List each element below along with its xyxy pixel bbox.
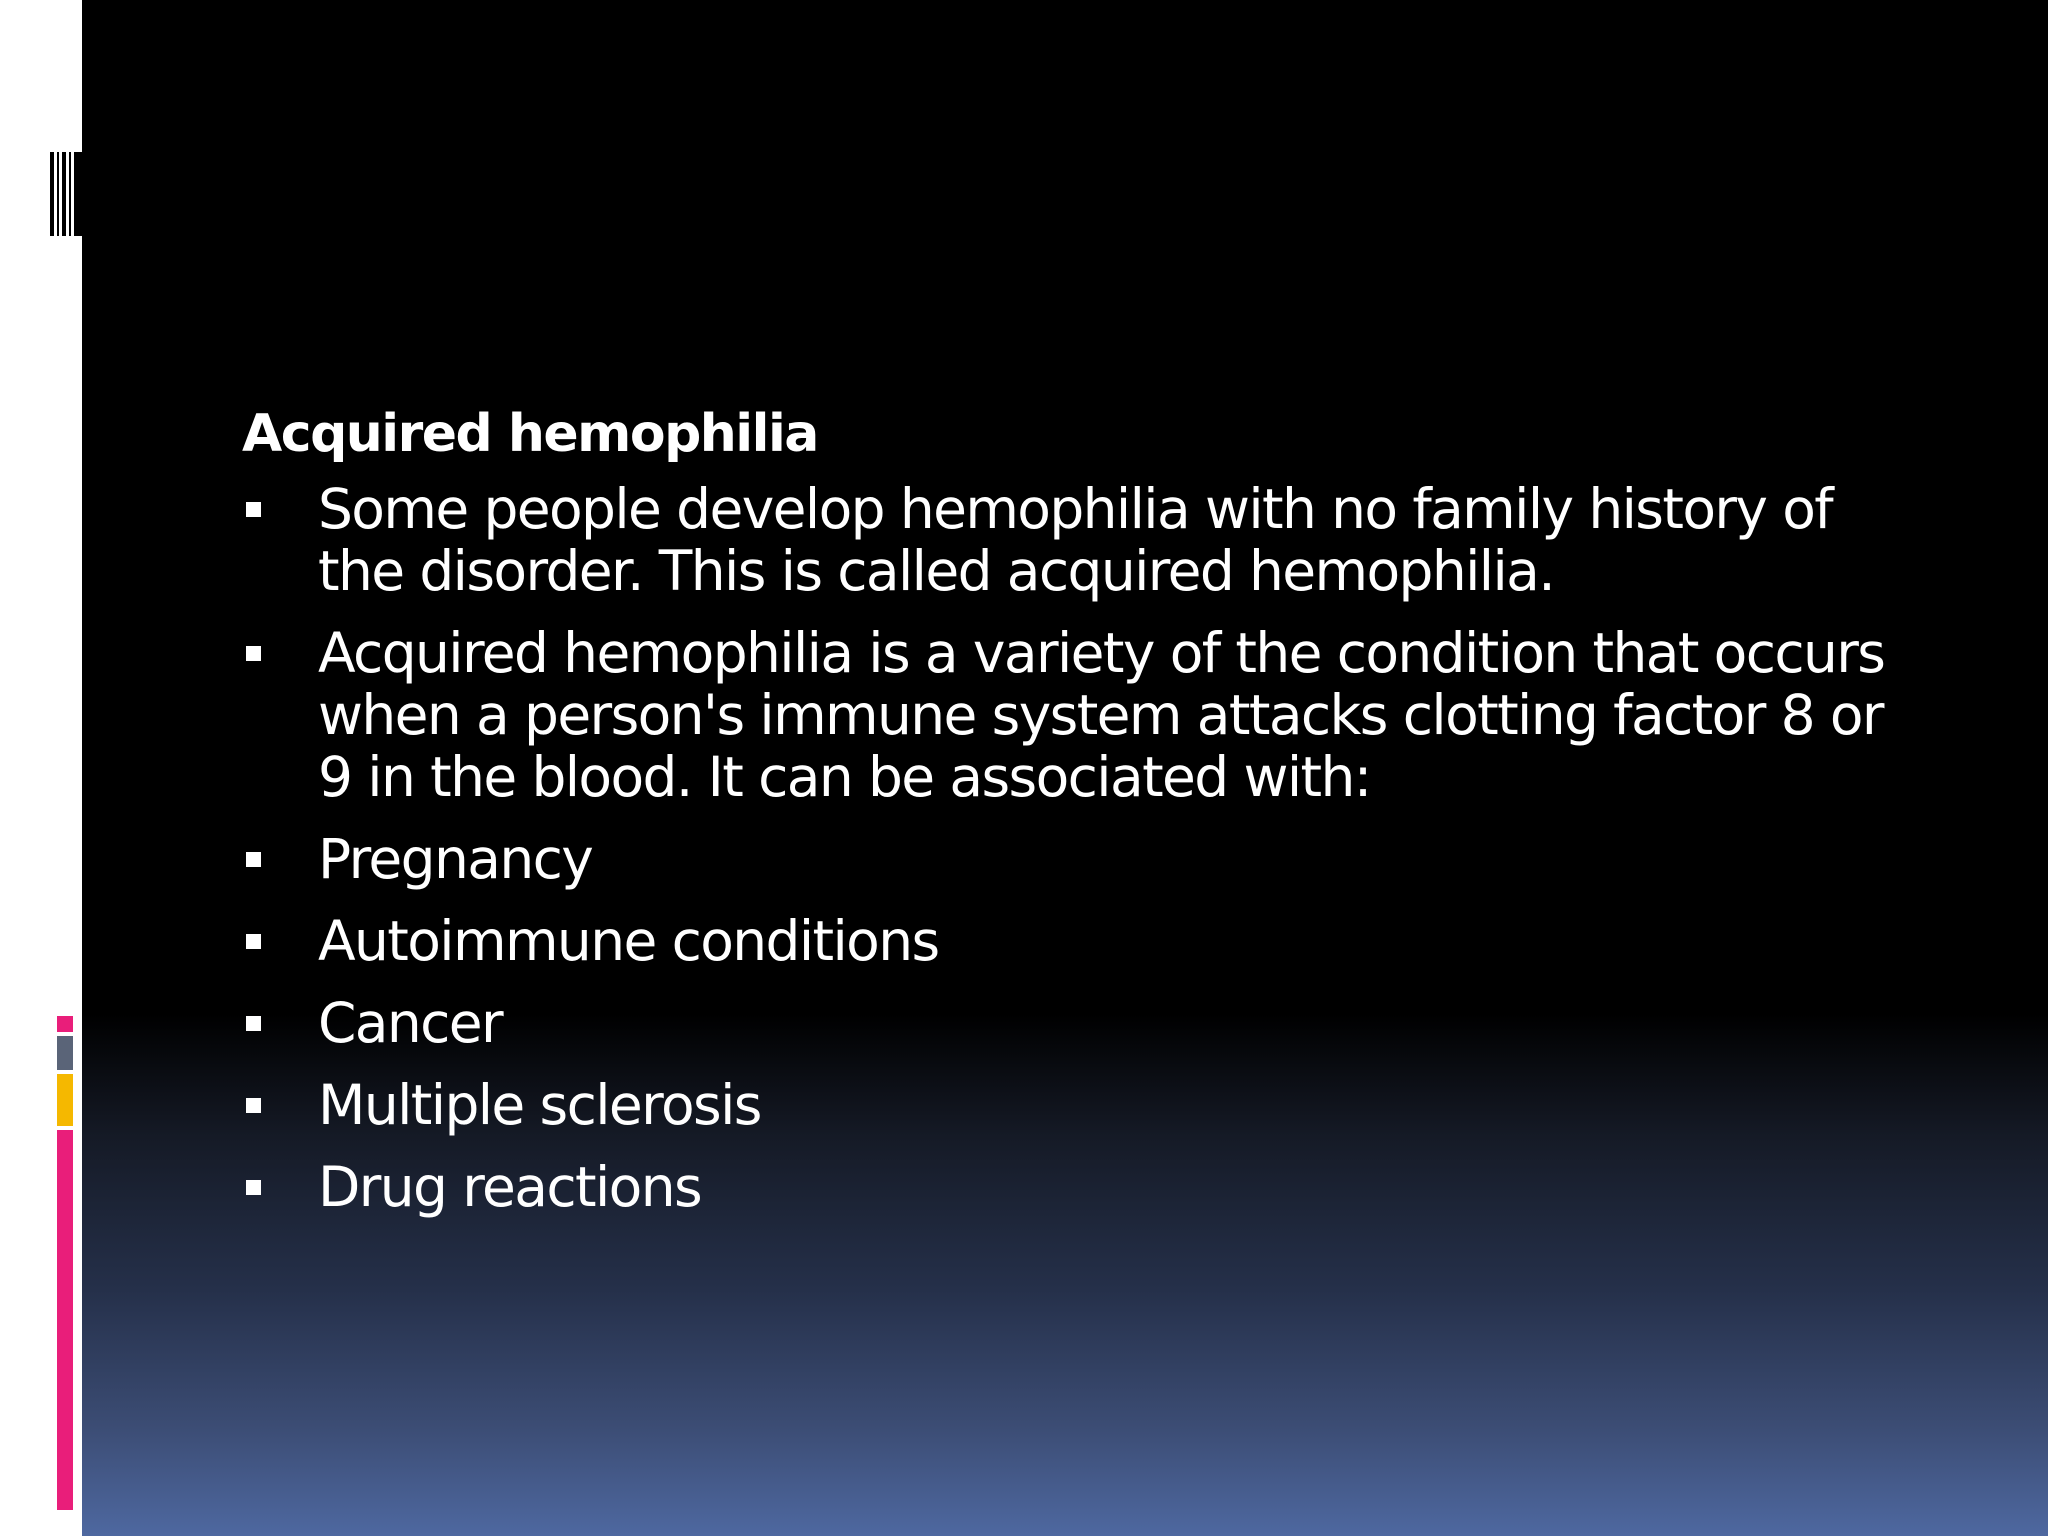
bullet-text: Cancer [318, 991, 503, 1055]
accent-bar-pink-small [57, 1016, 73, 1032]
square-bullet-icon [246, 646, 261, 661]
accent-bar-pink-large [57, 1130, 73, 1510]
square-bullet-icon [246, 852, 261, 867]
list-item [242, 992, 1902, 1054]
list-item [242, 622, 1902, 808]
bullet-text: Some people develop hemophilia with no family history of the disorder. This is called acquired hemophilia. [318, 477, 1833, 603]
bullet-text: Multiple sclerosis [318, 1073, 761, 1137]
bullet-text: Drug reactions [318, 1155, 702, 1219]
list-item [242, 1074, 1902, 1136]
square-bullet-icon [246, 1098, 261, 1113]
slide-content [242, 400, 1902, 1238]
list-item [242, 1156, 1902, 1218]
square-bullet-icon [246, 1180, 261, 1195]
list-item [242, 478, 1902, 602]
accent-bar-gray [57, 1036, 73, 1070]
barcode-decoration [50, 152, 82, 236]
list-item [242, 828, 1902, 890]
bullet-text: Autoimmune conditions [318, 909, 939, 973]
bullet-list [242, 478, 1902, 1218]
bullet-text: Acquired hemophilia is a variety of the condition that occurs when a person's immune system attacks clotting factor 8 or 9 in the blood. It can be associated with: [318, 621, 1885, 809]
accent-bar-yellow [57, 1074, 73, 1126]
list-item [242, 910, 1902, 972]
square-bullet-icon [246, 1016, 261, 1031]
square-bullet-icon [246, 934, 261, 949]
slide-heading: Acquired hemophilia [242, 404, 818, 464]
square-bullet-icon [246, 502, 261, 517]
bullet-text: Pregnancy [318, 827, 593, 891]
